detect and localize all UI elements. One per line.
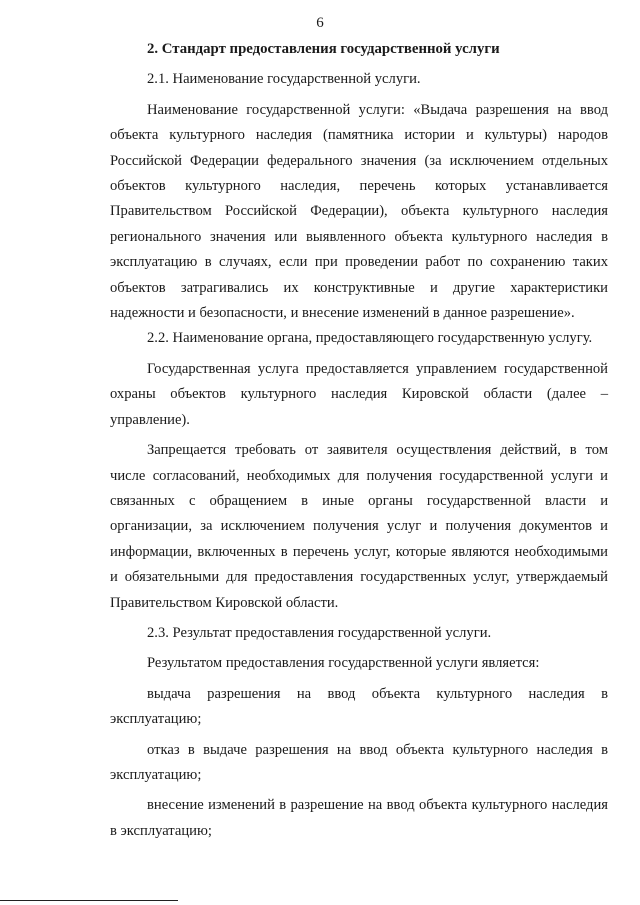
result-item-amendment: внесение изменений в разрешение на ввод объекта культурного наследия в эксплуатацию; <box>110 797 608 839</box>
service-name-paragraph: Наименование государственной услуги: «Выдача разрешения на ввод объекта культурного наследия (памятника истории и культуры) народов Российской Федерации федерального значения (за исключением отдельных объектов культурного наследия, перечень которых устанавливается Правительством Российской Федерации), объекта культурного наследия регионального значения или выявленного объекта культурного наследия в эксплуатацию в случаях, если при проведении работ по сохранению таких объектов затрагивались их конструктивные и другие характеристики надежности и безопасности, и внесение изменений в данное разрешение». <box>110 101 608 322</box>
result-intro-paragraph: Результатом предоставления государственной услуги является: <box>147 655 540 672</box>
result-item-issue-permit: выдача разрешения на ввод объекта культурного наследия в эксплуатацию; <box>110 685 608 728</box>
footer-divider <box>0 900 178 901</box>
document-body <box>110 37 608 844</box>
providing-authority-paragraph: Государственная услуга предоставляется управлением государственной охраны объектов культурного наследия Кировской области (далее – управление). <box>110 360 608 428</box>
subsection-2-2-heading: 2.2. Наименование органа, предоставляющего государственную услугу. <box>147 330 593 347</box>
page-number: 6 <box>316 15 324 31</box>
prohibition-paragraph: Запрещается требовать от заявителя осуществления действий, в том числе согласований, необходимых для получения государственной услуги и связанных с обращением в иные органы государственной власти и организации, за исключением получения услуг и получения документов и информации, включенных в перечень услуг, которые являются необходимыми и обязательными для предоставления государственных услуг, утверждаемый Правительством Кировской области. <box>110 442 608 611</box>
result-item-refusal: отказ в выдаче разрешения на ввод объекта культурного наследия в эксплуатацию; <box>110 741 608 783</box>
subsection-2-3-heading: 2.3. Результат предоставления государственной услуги. <box>147 624 492 641</box>
subsection-2-1-heading: 2.1. Наименование государственной услуги. <box>147 71 421 88</box>
section-title: 2. Стандарт предоставления государственной услуги <box>147 41 500 57</box>
